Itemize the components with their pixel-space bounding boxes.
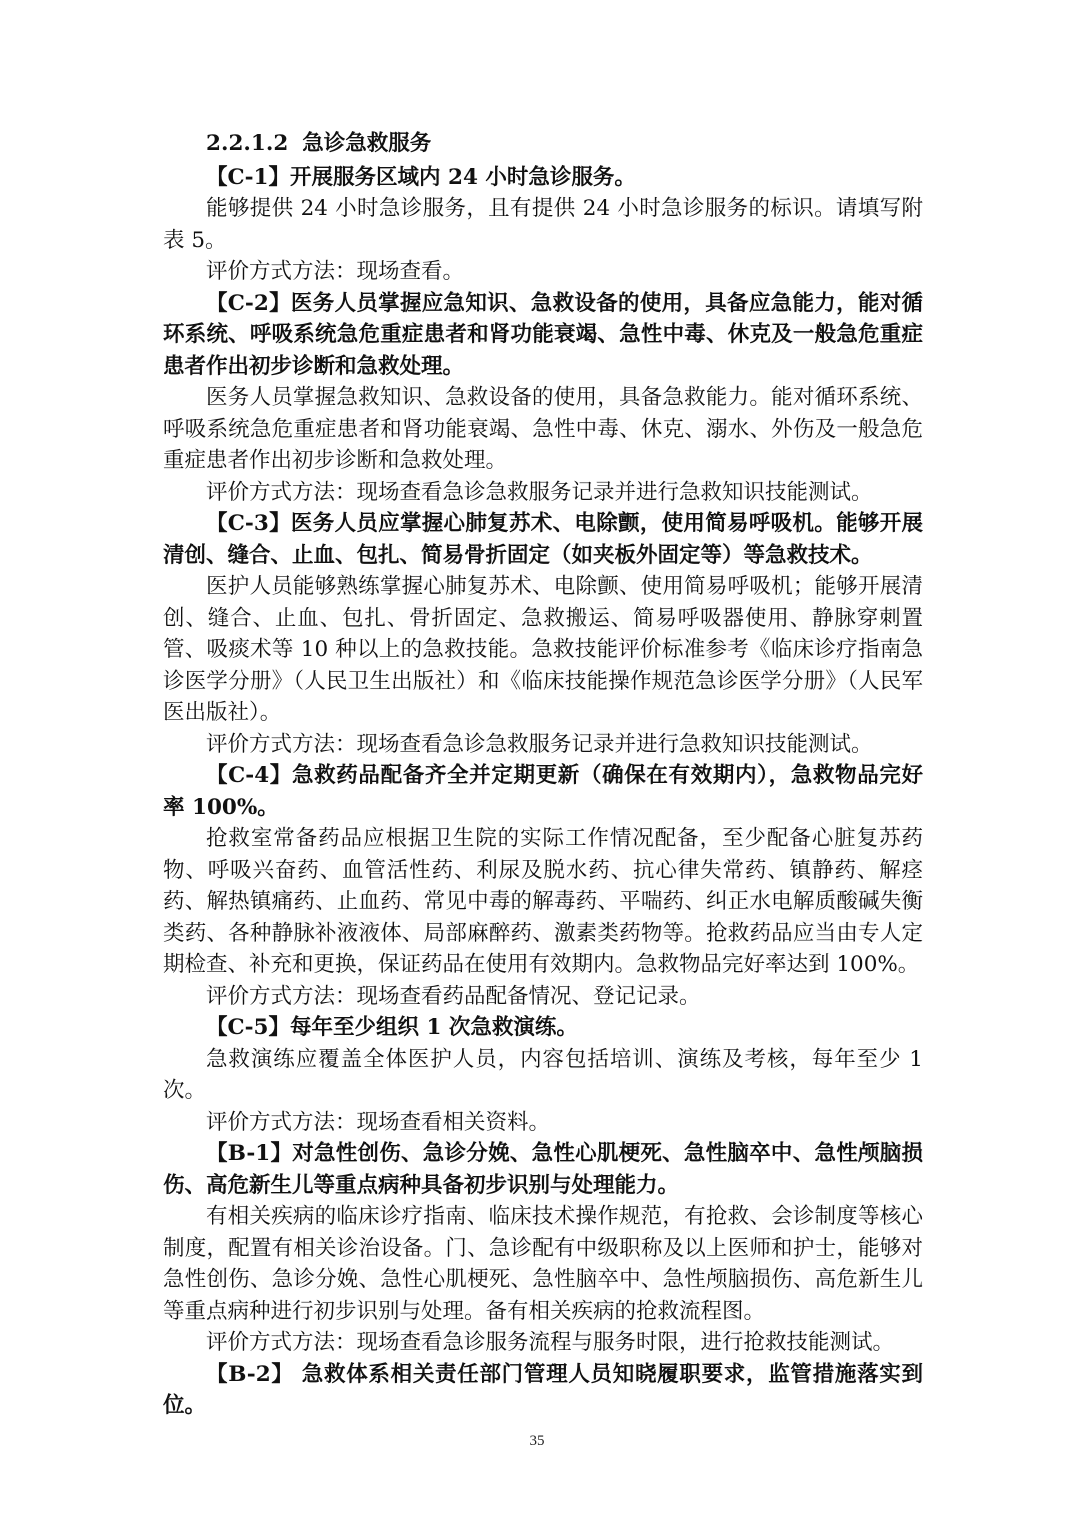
body-paragraph: 抢救室常备药品应根据卫生院的实际工作情况配备，至少配备心脏复苏药物、呼吸兴奋药、血管活性药、利尿及脱水药、抗心律失常药、镇静药、解痉药、解热镇痛药、止血药、常见中毒的解毒药、平喘药、纠正水电解质酸碱失衡类药、各种静脉补液液体、局部麻醉药、激素类药物等。抢救药品应当由专人定期检查、补充和更换，保证药品在使用有效期内。急救物品完好率达到 100%。	[163, 826, 923, 977]
body-paragraph: 能够提供 24 小时急诊服务，且有提供 24 小时急诊服务的标识。请填写附表 5。	[163, 196, 923, 253]
body-paragraph: 有相关疾病的临床诊疗指南、临床技术操作规范，有抢救、会诊制度等核心制度，配置有相关诊治设备。门、急诊配有中级职称及以上医师和护士，能够对急性创伤、急诊分娩、急性心肌梗死、急性脑卒中、急性颅脑损伤、高危新生儿等重点病种进行初步识别与处理。备有相关疾病的抢救流程图。	[163, 1204, 923, 1324]
page-content	[163, 128, 923, 1422]
body-paragraph: 评价方式方法：现场查看急诊急救服务记录并进行急救知识技能测试。	[206, 479, 873, 505]
criterion-heading: 【C-1】开展服务区域内 24 小时急诊服务。	[206, 164, 636, 190]
paragraph-list	[163, 162, 923, 1422]
criterion-heading: 【C-2】医务人员掌握应急知识、急救设备的使用，具备应急能力，能对循环系统、呼吸系统急危重症患者和肾功能衰竭、急性中毒、休克及一般急危重症患者作出初步诊断和急救处理。	[163, 290, 923, 379]
criterion-heading: 【B-2】 急救体系相关责任部门管理人员知晓履职要求，监管措施落实到位。	[163, 1361, 923, 1418]
criterion-heading: 【C-3】医务人员应掌握心肺复苏术、电除颤，使用简易呼吸机。能够开展清创、缝合、止血、包扎、简易骨折固定（如夹板外固定等）等急救技术。	[163, 511, 923, 568]
body-paragraph: 评价方式方法：现场查看急诊急救服务记录并进行急救知识技能测试。	[206, 731, 873, 757]
criterion-heading: 【C-4】急救药品配备齐全并定期更新（确保在有效期内），急救物品完好率 100%。	[163, 763, 923, 820]
section-title: 急诊急救服务	[302, 131, 432, 156]
body-paragraph: 评价方式方法：现场查看急诊服务流程与服务时限，进行抢救技能测试。	[206, 1330, 895, 1355]
page-number: 35	[529, 1433, 545, 1449]
body-paragraph: 急救演练应覆盖全体医护人员，内容包括培训、演练及考核，每年至少 1 次。	[163, 1046, 923, 1103]
section-number: 2.2.1.2	[206, 131, 289, 156]
section-heading	[163, 128, 923, 160]
body-paragraph: 评价方式方法：现场查看相关资料。	[206, 1109, 551, 1135]
body-paragraph: 医护人员能够熟练掌握心肺复苏术、电除颤、使用简易呼吸机；能够开展清创、缝合、止血、包扎、骨折固定、急救搬运、简易呼吸器使用、静脉穿刺置管、吸痰术等 10 种以上的急救技能。急救技能评价标准参考《临床诊疗指南急诊医学分册》（人民卫生出版社）和《临床技能操作规范急诊医学分册》（人民军医出版社）。	[163, 574, 923, 725]
body-paragraph: 医务人员掌握急救知识、急救设备的使用，具备急救能力。能对循环系统、呼吸系统急危重症患者和肾功能衰竭、急性中毒、休克、溺水、外伤及一般急危重症患者作出初步诊断和急救处理。	[163, 385, 923, 473]
body-paragraph: 评价方式方法：现场查看。	[206, 259, 465, 284]
criterion-heading: 【B-1】对急性创伤、急诊分娩、急性心肌梗死、急性脑卒中、急性颅脑损伤、高危新生儿等重点病种具备初步识别与处理能力。	[163, 1141, 923, 1198]
criterion-heading: 【C-5】每年至少组织 1 次急救演练。	[206, 1015, 578, 1040]
body-paragraph: 评价方式方法：现场查看药品配备情况、登记记录。	[206, 983, 701, 1009]
